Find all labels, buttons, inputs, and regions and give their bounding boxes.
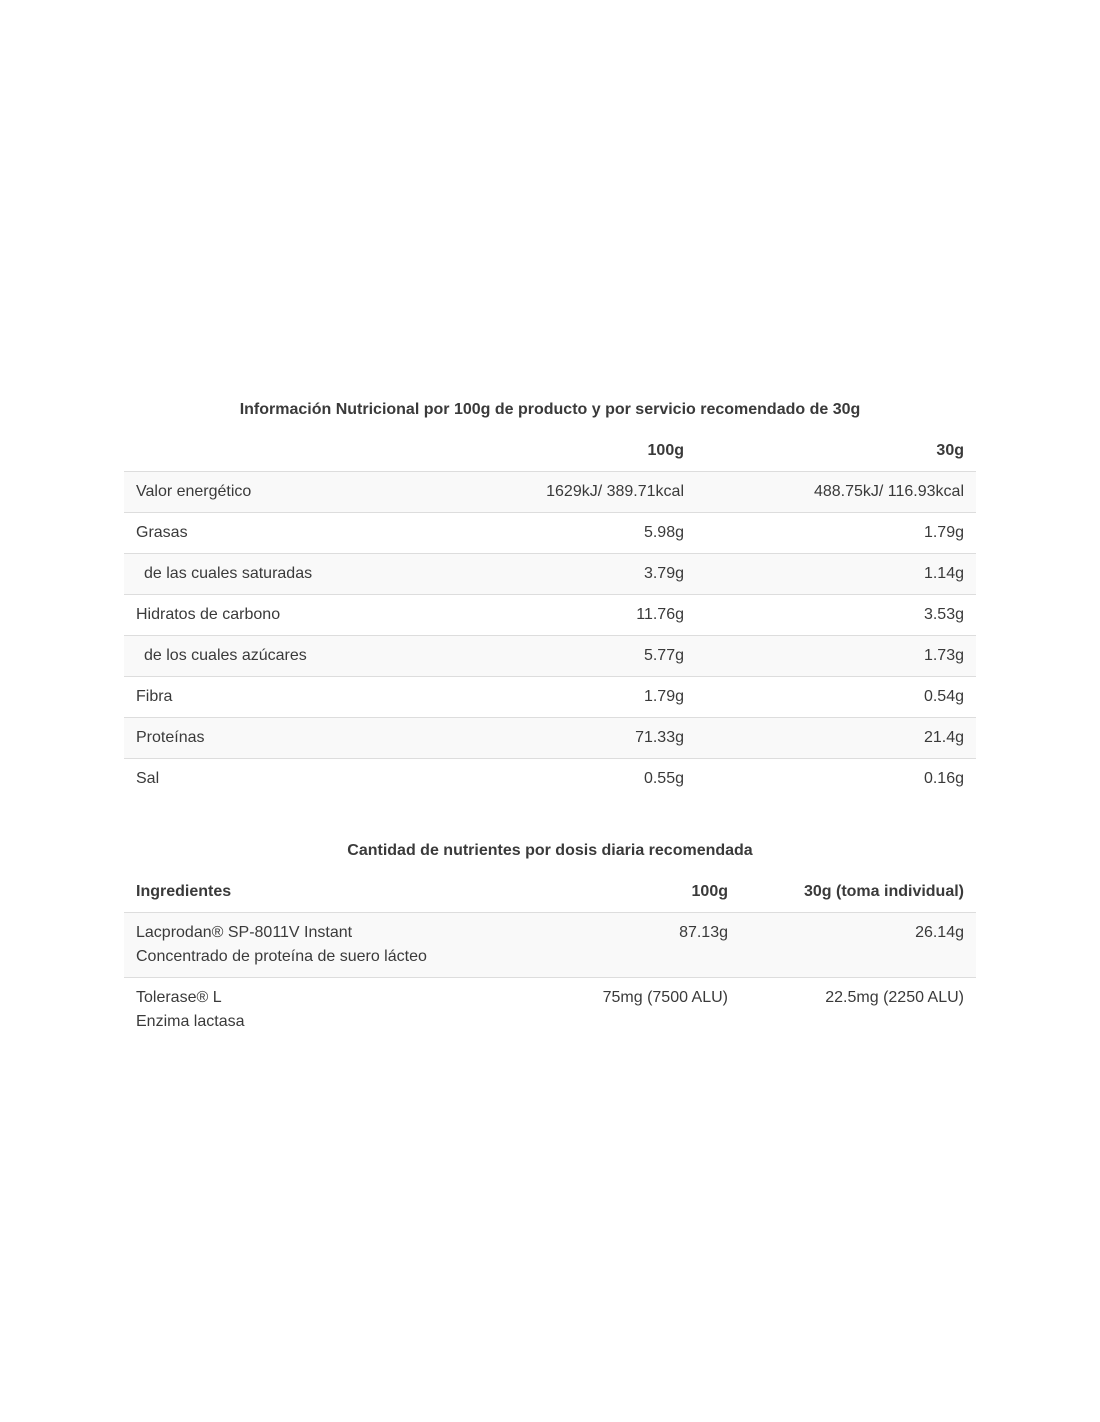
ingredients-title: Cantidad de nutrientes por dosis diaria recomendada — [347, 842, 753, 859]
table-row — [124, 554, 976, 595]
nutrient-value-30g: 3.53g — [696, 595, 976, 636]
table-row — [124, 472, 976, 513]
ingredients-table — [124, 871, 976, 1042]
nutrient-label: Sal — [136, 770, 160, 787]
nutrient-value-30g: 0.54g — [696, 677, 976, 718]
table-row — [124, 718, 976, 759]
ingredient-cell — [124, 913, 504, 978]
nutrient-value-100g: 5.77g — [404, 636, 696, 677]
nutrition-header-30g: 30g — [696, 430, 976, 472]
nutrient-value-100g: 1629kJ/ 389.71kcal — [404, 472, 696, 513]
nutrient-label: de las cuales saturadas — [124, 554, 404, 595]
nutrient-value-100g: 71.33g — [404, 718, 696, 759]
nutrient-value-30g: 1.79g — [696, 513, 976, 554]
nutrient-label: Grasas — [124, 513, 404, 554]
nutrient-value-30g: 21.4g — [696, 718, 976, 759]
ingredients-header-100g: 100g — [504, 871, 740, 913]
nutrition-header-row — [124, 430, 976, 472]
ingredients-header-30g: 30g (toma individual) — [740, 871, 976, 913]
ingredients-header-name: Ingredientes — [124, 871, 504, 913]
nutrient-label: Fibra — [124, 677, 404, 718]
ingredient-description: Enzima lactasa — [136, 1013, 245, 1030]
ingredient-description: Concentrado de proteína de suero lácteo — [136, 948, 427, 965]
nutrient-value-100g: 11.76g — [404, 595, 696, 636]
nutrient-value-30g: 1.14g — [696, 554, 976, 595]
ingredient-name: Lacprodan® SP-8011V Instant — [136, 924, 353, 941]
nutrition-table — [124, 430, 976, 799]
ingredient-value-100g: 75mg (7500 ALU) — [602, 989, 728, 1006]
ingredient-value-30g: 22.5mg (2250 ALU) — [825, 989, 964, 1006]
nutrient-value-100g: 3.79g — [404, 554, 696, 595]
nutrient-value-30g: 0.16g — [923, 770, 964, 787]
ingredient-name: Tolerase® L — [136, 989, 222, 1006]
ingredient-value-30g: 26.14g — [740, 913, 976, 978]
table-row — [124, 913, 976, 978]
ingredients-header-row — [124, 871, 976, 913]
table-row — [124, 636, 976, 677]
nutrition-header-100g: 100g — [404, 430, 696, 472]
nutrient-label: Valor energético — [124, 472, 404, 513]
nutrient-label: de los cuales azúcares — [124, 636, 404, 677]
ingredient-value-100g: 87.13g — [504, 913, 740, 978]
nutrient-value-30g: 488.75kJ/ 116.93kcal — [696, 472, 976, 513]
table-row — [124, 677, 976, 718]
nutrient-label: Proteínas — [124, 718, 404, 759]
table-row — [124, 513, 976, 554]
nutrition-header-label — [124, 430, 404, 472]
nutrient-value-30g: 1.73g — [696, 636, 976, 677]
nutrient-label: Hidratos de carbono — [124, 595, 404, 636]
nutrient-value-100g: 5.98g — [404, 513, 696, 554]
ingredient-cell — [124, 978, 504, 1043]
content — [124, 390, 976, 1042]
nutrient-value-100g: 0.55g — [643, 770, 684, 787]
table-row — [124, 595, 976, 636]
nutrition-title: Información Nutricional por 100g de producto y por servicio recomendado de 30g — [239, 401, 861, 418]
table-row — [124, 759, 976, 800]
nutrient-value-100g: 1.79g — [404, 677, 696, 718]
table-row — [124, 978, 976, 1043]
